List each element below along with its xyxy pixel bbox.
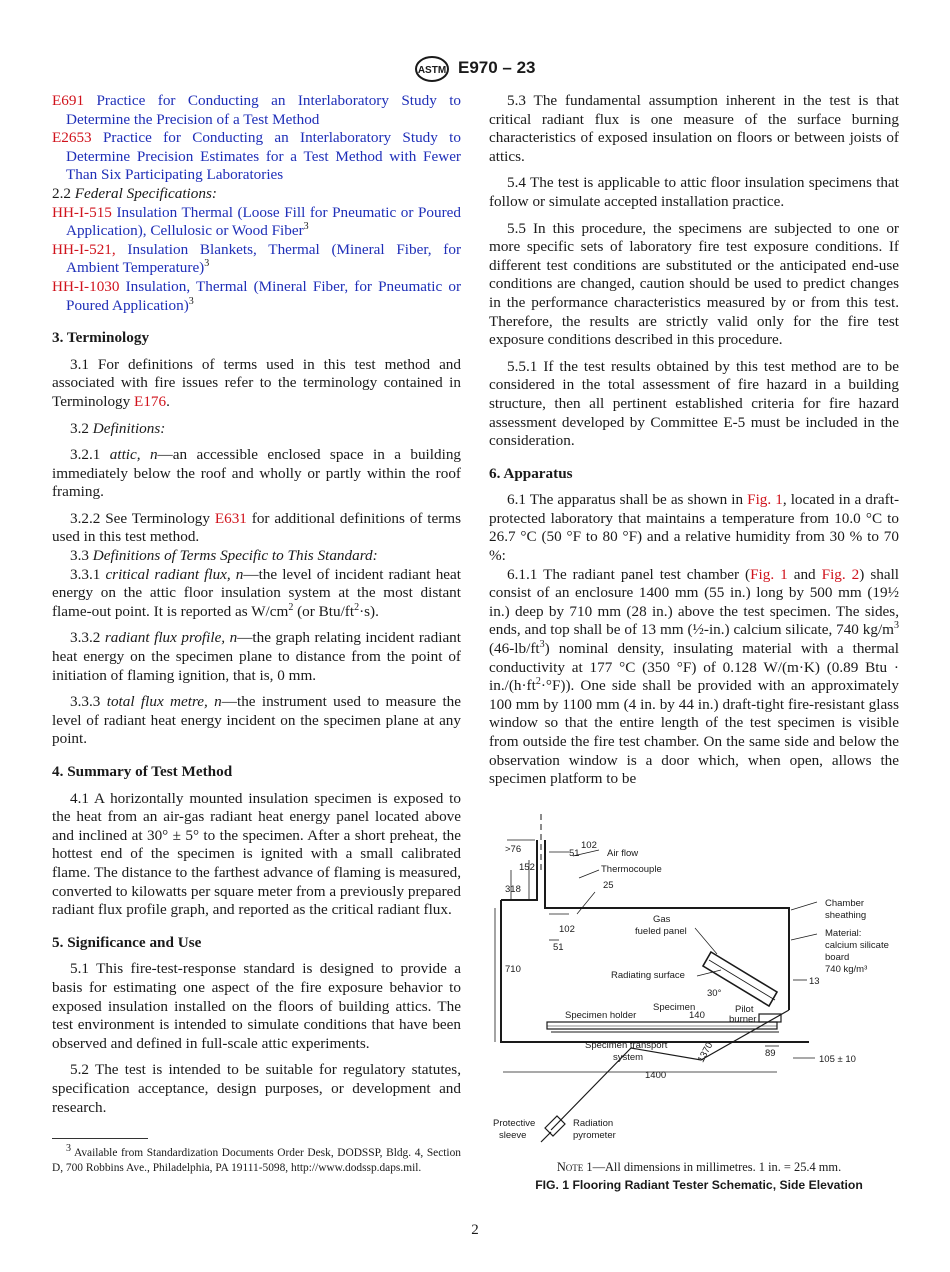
svg-text:pyrometer: pyrometer (573, 1130, 616, 1141)
para-6-1-1: 6.1.1 The radiant panel test chamber (Fig. 1 and Fig. 2) shall consist of an enclosure 1400 mm (55 in.) long by 500 mm (19½ in.) deep by 710 mm (28 in.) above the test specimen. The sides, ends, and top shall be of 13 mm (½-in.) calcium silicate, 740 $kg/m^3$ $(46-lb/ft^3)$ nominal density, insulating material with a thermal conductivity at 177 °C (350 °F) of 0.128 W/(m·K) (0.89 Btu · $in./(h\cdot ft^2\cdot^\circ F)$). One side shall be provided with an approximately 100 mm by 1100 mm (4 in. by 44 in.) draft-tight fire-resistant glass window so that the entire length of the test specimen is visible from outside the fire test chamber. On the same side and below the observation window is a door which, when open, allows the specimen platform to be (489, 565, 900, 788)
ref-hh-i-515[interactable]: HH-I-515 Insulation Thermal (Loose Fill for Pneumatic or Poured Application), Cellulosic or Wood Fiber$^3$ (52, 203, 462, 240)
designation: E970 – 23 (458, 58, 536, 77)
svg-text:Air flow: Air flow (607, 848, 639, 859)
para-3-3-1: 3.3.1 critical radiant flux, n—the level of incident radiant heat energy on the attic floor insulation system at the most distant flame-out point. It is reported as $W/cm^2$ (or Btu/$ft^2\cdot s$). (52, 565, 461, 620)
ref-e691[interactable]: E691 Practice for Conducting an Interlaboratory Study to Determine the Precision of a Test Method (52, 92, 462, 128)
svg-text:fueled panel: fueled panel (635, 926, 687, 937)
svg-text:740 kg/m³: 740 kg/m³ (825, 964, 868, 975)
footnote: $^3$ Available from Standardization Documents Order Desk, DODSSP, Bldg. 4, Section D, 700 Robbins Ave., Philadelphia, PA 19111-5098, http://www.dodssp.daps.mil. (52, 1143, 461, 1174)
figure-note: Note 1—All dimensions in millimetres. 1 in. = 25.4 mm. (556, 1160, 842, 1174)
svg-text:board: board (825, 952, 850, 963)
para-4-1: 4.1 A horizontally mounted insulation specimen is exposed to the heat from an air-gas radiant heat energy panel located above and inclined at 30° ± 5° to the specimen. After a short preheat, the hottest end of the specimen is ignited with a small calibrated flame. The distance to the farthest advance of flaming is measured, converted to kilowatts per square meter from a previously prepared radiant flux profile graph, and reported as the critical radiant flux. (52, 789, 461, 919)
astm-logo-icon (414, 56, 450, 82)
federal-specs-heading: 2.2 Federal Specifications: (52, 184, 217, 202)
svg-text:Specimen transport: Specimen transport (585, 1040, 668, 1051)
svg-text:102: 102 (559, 924, 575, 935)
figure-caption: FIG. 1 Flooring Radiant Tester Schematic, Side Elevation (535, 1178, 863, 1192)
svg-text:Radiating surface: Radiating surface (611, 970, 685, 981)
svg-text:13: 13 (809, 976, 820, 987)
svg-text:system: system (613, 1052, 644, 1063)
svg-text:Pilot: Pilot (735, 1004, 754, 1015)
figure-1-schematic (489, 810, 909, 1150)
para-5-1: 5.1 This fire-test-response standard is designed to provide a basis for estimating one aspect of the fire exposure behavior to exposed insulation installed on the floors of building attics. The test environment is intended to simulate conditions that have been observed and defined in full-scale attic experiments. (52, 960, 461, 1052)
svg-text:Gas: Gas (653, 914, 671, 925)
svg-text:>76: >76 (505, 844, 522, 855)
svg-text:Specimen: Specimen (653, 1002, 696, 1013)
right-column (489, 92, 899, 797)
para-3-2-1: 3.2.1 attic, n—an accessible enclosed space in a building immediately below the roof and wholly or partly within the roof framing. (52, 446, 462, 501)
ref-e2653[interactable]: E2653 Practice for Conducting an Interlaboratory Study to Determine Precision Estimates for a Test Method with Fewer Than Six Participating Laboratories (52, 129, 461, 184)
page-number: 2 (471, 1222, 479, 1238)
left-column (52, 92, 461, 1125)
svg-text:Protective: Protective (493, 1118, 536, 1129)
svg-text:ASTM: ASTM (417, 65, 447, 76)
svg-text:calcium silicate: calcium silicate (825, 940, 889, 951)
link-fig-1[interactable]: Fig. 1 (747, 491, 783, 509)
svg-text:89: 89 (765, 1048, 776, 1059)
svg-text:Material:: Material: (825, 928, 862, 939)
link-fig-1b[interactable]: Fig. 1 (750, 565, 788, 583)
para-3-3-3: 3.3.3 total flux metre, n—the instrument used to measure the level of radiant heat energy incident on the specimen plane at any point. (52, 693, 461, 748)
svg-text:Chamber: Chamber (825, 898, 865, 909)
svg-text:Thermocouple: Thermocouple (601, 864, 662, 875)
para-3-2-2: 3.2.2 See Terminology E631 for additional definitions of terms used in this test method. (52, 509, 461, 546)
svg-text:140: 140 (689, 1010, 705, 1021)
ref-hh-i-1030[interactable]: HH-I-1030 Insulation, Thermal (Mineral Fiber, for Pneumatic or Poured Application)$^3$ (52, 277, 462, 314)
svg-text:1370: 1370 (695, 1040, 716, 1065)
section-5-heading: 5. Significance and Use (52, 933, 202, 951)
para-5-5-1: 5.5.1 If the test results obtained by this test method are to be considered in the total assessment of fire hazard in a building structure, then all pertinent established criteria for fire hazard assessment developed by Committee E-5 must be included in the consideration. (489, 357, 899, 450)
svg-text:Radiation: Radiation (573, 1118, 614, 1129)
svg-text:30°: 30° (707, 988, 722, 999)
section-6-heading: 6. Apparatus (489, 464, 573, 482)
svg-text:318: 318 (505, 884, 521, 895)
para-5-4: 5.4 The test is applicable to attic floor insulation specimens that follow or simulate accepted installation practice. (489, 174, 899, 210)
svg-text:105 ± 10: 105 ± 10 (819, 1054, 856, 1065)
svg-text:51: 51 (553, 942, 564, 953)
para-3-1: 3.1 For definitions of terms used in this test method and associated with fire issues refer to the terminology contained in Terminology E176. (52, 355, 461, 410)
svg-text:710: 710 (505, 964, 521, 975)
svg-text:burner: burner (729, 1014, 757, 1025)
svg-text:1400: 1400 (645, 1070, 667, 1081)
para-3-3-2: 3.3.2 radiant flux profile, n—the graph relating incident radiant heat energy on the specimen plane to distance from the point of initiation of flaming ignition, that is, 0 mm. (52, 629, 461, 684)
para-3-2: 3.2 Definitions: (70, 419, 166, 437)
svg-text:sleeve: sleeve (499, 1130, 527, 1141)
page-header (0, 56, 950, 82)
link-e631[interactable]: E631 (214, 509, 247, 527)
para-5-3: 5.3 The fundamental assumption inherent in the test is that critical radiant flux is one measure of the surface burning characteristics of exposed insulation on floors or between joists of attics. (489, 92, 899, 165)
section-4-heading: 4. Summary of Test Method (52, 763, 233, 780)
para-5-5: 5.5 In this procedure, the specimens are subjected to one or more specific sets of laboratory fire test exposure conditions. If different test conditions are substituted or the anticipated end-use conditions are changed, caution should be used to predict changes in the performance characteristics measured by or from this test. Therefore, the results are strictly valid only for the fire test exposure conditions described in this procedure. (489, 219, 899, 349)
footnote-rule (52, 1138, 148, 1139)
ref-hh-i-521[interactable]: HH-I-521, Insulation Blankets, Thermal (Mineral Fiber, for Ambient Temperature)$^3$ (52, 240, 462, 277)
link-fig-2[interactable]: Fig. 2 (821, 565, 860, 583)
svg-text:102: 102 (581, 840, 597, 851)
para-3-3: 3.3 Definitions of Terms Specific to This Standard: (70, 547, 378, 565)
svg-text:25: 25 (603, 880, 614, 891)
para-6-1: 6.1 The apparatus shall be as shown in Fig. 1, located in a draft-protected laboratory that maintains a temperature from 10.0 °C to 26.7 °C (50 °F to 80 °F) and a relative humidity from 30 % to 70 %: (489, 491, 900, 565)
svg-text:Specimen holder: Specimen holder (565, 1010, 637, 1021)
link-e176[interactable]: E176 (134, 392, 167, 410)
svg-text:51: 51 (569, 848, 580, 859)
section-3-heading: 3. Terminology (52, 329, 150, 347)
para-5-2: 5.2 The test is intended to be suitable for regulatory statutes, specification acceptance, design purposes, or development and research. (52, 1061, 461, 1116)
svg-text:sheathing: sheathing (825, 910, 867, 921)
svg-text:152: 152 (519, 862, 535, 873)
